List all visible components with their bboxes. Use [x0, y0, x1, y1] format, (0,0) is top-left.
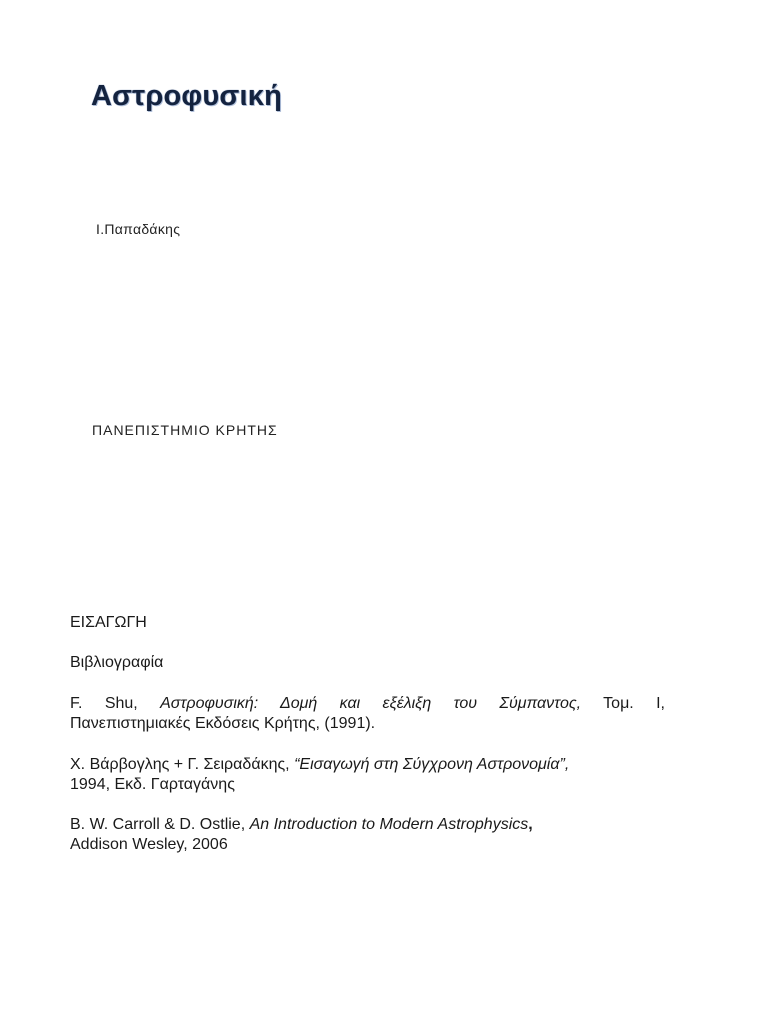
reference-author: B. W. Carroll & D. Ostlie, — [70, 816, 250, 833]
reference-item — [70, 694, 665, 734]
reference-title: “Εισαγωγή στη Σύγχρονη Αστρονομία”, — [294, 756, 570, 773]
section-heading: ΕΙΣΑΓΩΓΗ — [70, 614, 147, 631]
reference-publisher: Πανεπιστημιακές Εκδόσεις Κρήτης, (1991). — [70, 715, 376, 732]
bibliography-heading: Βιβλιογραφία — [70, 654, 164, 671]
reference-publisher: Addison Wesley, 2006 — [70, 836, 228, 853]
reference-line — [70, 694, 665, 714]
reference-punctuation: , — [528, 816, 533, 833]
reference-title: An Introduction to Modern Astrophysics — [249, 816, 529, 833]
reference-title: Αστροφυσική: Δομή και εξέλιξη του Σύμπαντος, — [160, 695, 582, 712]
university-name: ΠΑΝΕΠΙΣΤΗΜΙΟ ΚΡΗΤΗΣ — [92, 422, 278, 438]
reference-author: Χ. Βάρβογλης + Γ. Σειραδάκης, — [70, 756, 295, 773]
reference-line — [70, 815, 665, 835]
reference-volume: Τομ. Ι, — [581, 695, 666, 712]
reference-item — [70, 815, 665, 855]
reference-author: F. Shu, — [70, 695, 161, 712]
document-title: Αστροφυσική — [91, 80, 282, 112]
reference-item — [70, 755, 665, 795]
author-name: Ι.Παπαδάκης — [96, 221, 181, 237]
reference-publisher: 1994, Εκδ. Γαρταγάνης — [70, 776, 235, 793]
reference-line — [70, 755, 665, 775]
